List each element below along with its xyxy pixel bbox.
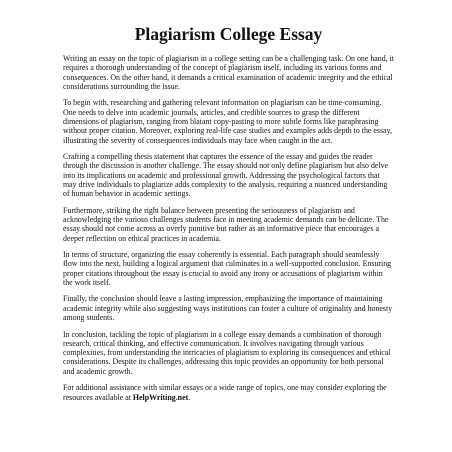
helpwriting-link[interactable]: HelpWriting.net bbox=[132, 392, 189, 402]
paragraph-structure: In terms of structure, organizing the essay coherently is essential. Each paragraph should seamlessly flow into the next, building a logical argument that culminates in a well-supported conclusion. Ensuring proper citations throughout the essay is crucial to avoid any irony or accusations of plagiarism within the work itself. bbox=[63, 250, 392, 287]
closing-text: For additional assistance with similar essays or a wide range of topics, one may consider exploring the resources available at bbox=[63, 383, 387, 402]
paragraph-closing bbox=[63, 383, 394, 402]
closing-period: . bbox=[188, 392, 191, 402]
paragraph-intro: Writing an essay on the topic of plagiarism in a college setting can be a challenging task. On one hand, it requires a thorough understanding of the concept of plagiarism itself, including its various forms and consequences. On the other hand, it demands a critical examination of academic integrity and the ethical considerations surrounding the issue. bbox=[63, 54, 394, 91]
paragraph-thesis: Crafting a compelling thesis statement that captures the essence of the essay and guides the reader through the discussion is another challenge. The essay should not only define plagiarism but also delve into its implications on academic and professional growth. Addressing the psychological factors that may drive individuals to plagiarize adds complexity to the analysis, requiring a nuanced understanding of human behavior in academic settings. bbox=[63, 152, 389, 199]
document-title: Plagiarism College Essay bbox=[134, 24, 323, 44]
paragraph-research: To begin with, researching and gathering relevant information on plagiarism can be time-consuming. One needs to delve into academic journals, articles, and credible sources to grasp the different dimensions of plagiarism, ranging from blatant copy-pasting to more subtle forms like paraphrasing without proper citation. Moreover, exploring real-life case studies and examples adds depth to the essay, illustrating the severity of consequences individuals may face when caught in the act. bbox=[63, 98, 392, 145]
paragraph-summary: In conclusion, tackling the topic of plagiarism in a college essay demands a combination of thorough research, critical thinking, and effective communication. It involves navigating through various complexities, from understanding the intricacies of plagiarism to exploring its consequences and ethical considerations. Despite its challenges, addressing this topic provides an opportunity for both personal and academic growth. bbox=[63, 329, 391, 376]
paragraph-balance: Furthermore, striking the right balance between presenting the seriousness of plagiarism and acknowledging the various challenges students face in meeting academic demands can be delicate. The essay should not come across as overly punitive but rather as an informative piece that encourages a deeper reflection on ethical practices in academia. bbox=[63, 205, 389, 243]
paragraph-conclusion-advice: Finally, the conclusion should leave a lasting impression, emphasizing the importance of maintaining academic integrity while also suggesting ways institutions can foster a culture of originality and honesty among students. bbox=[63, 294, 393, 323]
